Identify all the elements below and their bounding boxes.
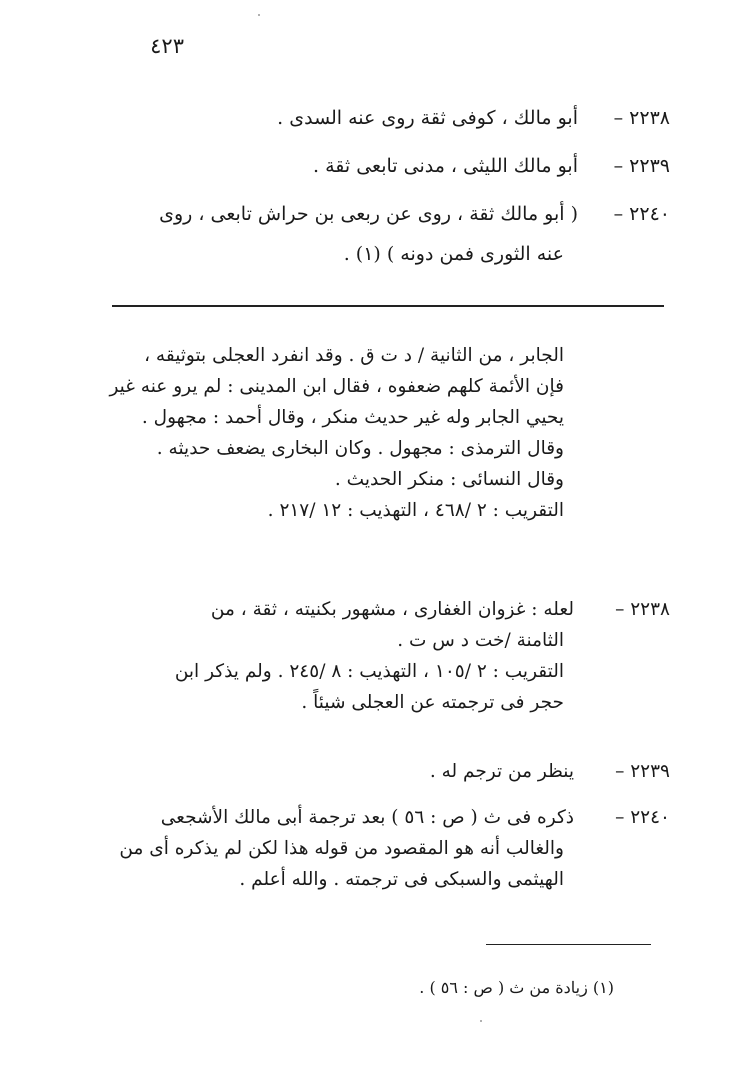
note-line: وقال الترمذى : مجهول . وكان البخارى يضعف حديثه . [156,438,564,459]
note-first-line [100,594,670,625]
entry-text: ( أبو مالك ثقة ، روى عن ربعى بن حراش تابعى ، روى [159,203,578,225]
entry-number: ٢٢٣٨ – [613,107,670,129]
scan-speck [480,1020,482,1022]
footnote: (١) زيادة من ث ( ص : ٥٦ ) . [419,978,614,997]
note-text: ينظر من ترجم له . [429,761,574,782]
entry-text: أبو مالك الليثى ، مدنى تابعى ثقة . [313,155,578,177]
note-line: الثامنة /خت د س ت . [397,630,564,651]
scan-speck [258,14,260,16]
note-line: وقال النسائى : منكر الحديث . [334,469,564,490]
note-line: التقريب : ٢ /١٠٥ ، التهذيب : ٨ /٢٤٥ . ولم يذكر ابن [174,661,564,682]
note-line: الهيثمى والسبكى فى ترجمته . والله أعلم . [239,869,564,890]
note-text: لعله : غزوان الغفارى ، مشهور بكنيته ، ثقة ، من [210,599,574,620]
note-number: ٢٢٣٨ – [615,599,670,620]
note-2238 [100,594,670,718]
note-2240 [100,802,670,895]
entry-text: أبو مالك ، كوفى ثقة روى عنه السدى . [277,107,578,129]
entry-2238 [100,98,670,138]
note-line: الجابر ، من الثانية / د ت ق . وقد انفرد العجلى بتوثيقه ، [144,345,564,366]
note-2239 [100,756,670,787]
entry-text-continued: عنه الثورى فمن دونه ) (١) . [343,243,564,265]
entry-2240 [100,194,670,274]
note-line: فإن الأئمة كلهم ضعفوه ، فقال ابن المدينى : لم يرو عنه غير [109,376,564,397]
note-first-line [100,802,670,833]
note-line: والغالب أنه هو المقصود من قوله هذا لكن لم يذكره أى من [119,838,564,859]
note-number: ٢٢٣٩ – [615,761,670,782]
note-number: ٢٢٤٠ – [615,807,670,828]
page-number: ٤٢٣ [150,34,184,58]
note-line: حجر فى ترجمته عن العجلى شيئاً . [301,692,564,713]
note-text: ذكره فى ث ( ص : ٥٦ ) بعد ترجمة أبى مالك الأشجعى [160,807,574,828]
note-first-line [100,756,670,787]
note-line: يحيي الجابر وله غير حديث منكر ، وقال أحمد : مجهول . [141,407,564,428]
entry-number: ٢٢٣٩ – [613,155,670,177]
note-line: التقريب : ٢ /٤٦٨ ، التهذيب : ١٢ /٢١٧ . [267,500,564,521]
footnote-separator-rule [486,944,651,945]
notes-separator-rule [112,305,664,307]
entry-number: ٢٢٤٠ – [613,203,670,225]
notes-continuation [100,340,670,526]
entry-2239 [100,146,670,186]
